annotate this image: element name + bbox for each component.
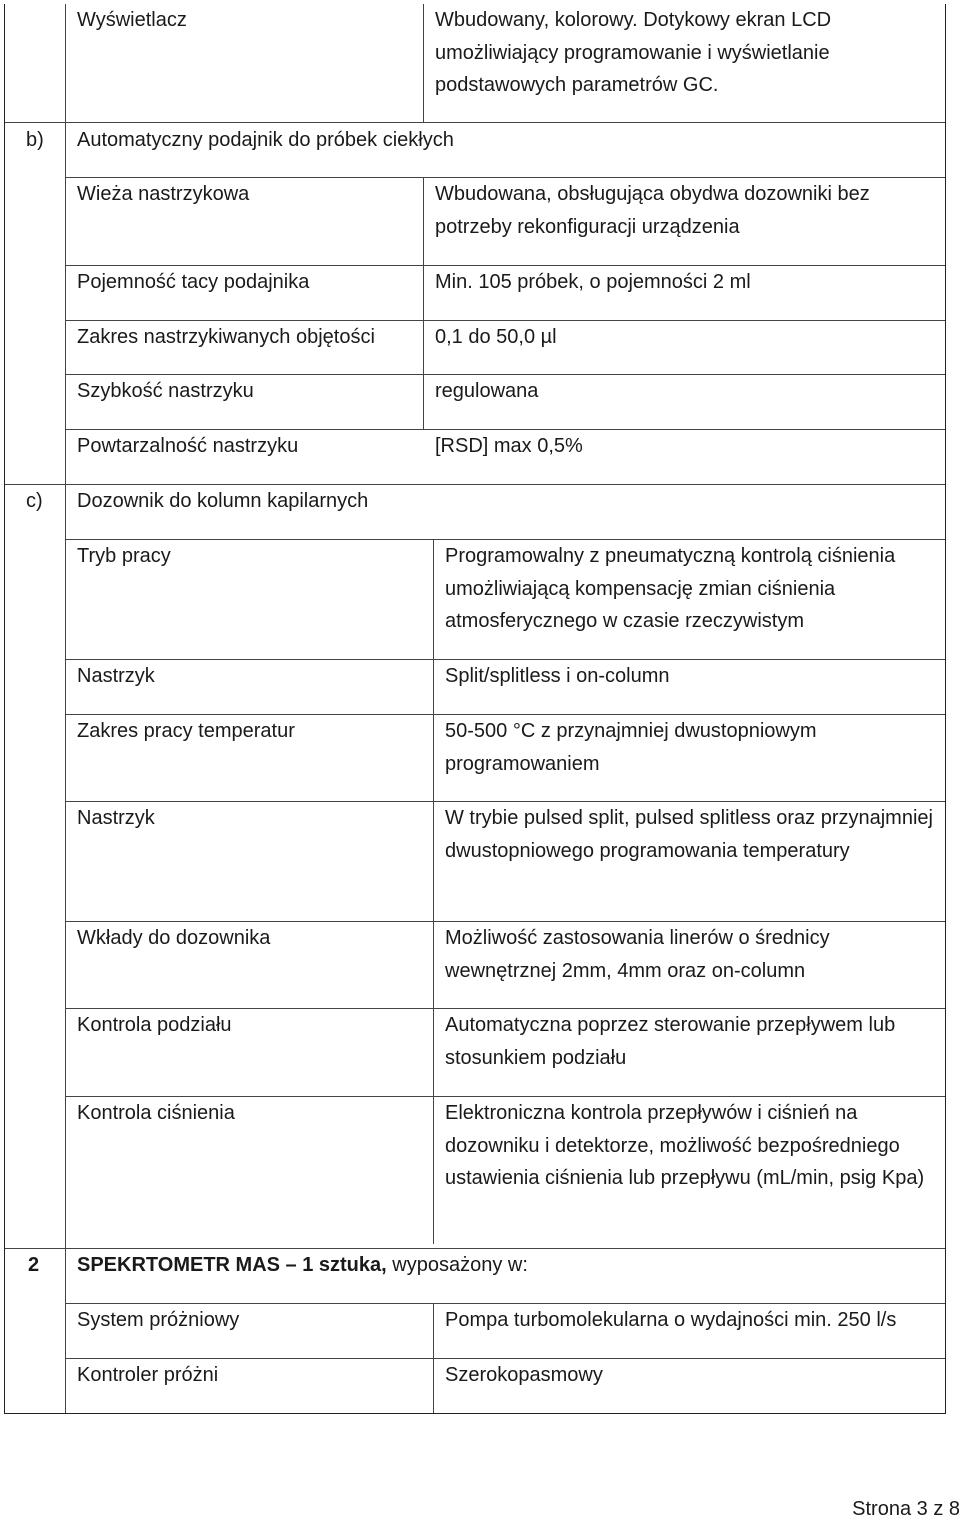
row-value: Programowalny z pneumatyczną kontrolą ciśnienia umożliwiającą kompensację zmian ciśnienia atmosferycznego w czasie rzeczywistym	[445, 545, 896, 632]
row-value: Pompa turbomolekularna o wydajności min. 250 l/s	[445, 1309, 897, 1331]
section-c-title: Dozownik do kolumn kapilarnych	[77, 490, 369, 512]
row-divider	[5, 122, 945, 123]
row-label: Kontroler próżni	[77, 1364, 219, 1386]
row-value: Możliwość zastosowania linerów o średnicy wewnętrznej 2mm, 4mm oraz on-column	[445, 927, 830, 982]
row-value: 0,1 do 50,0 µl	[435, 326, 557, 348]
row-label: Wkłady do dozownika	[77, 927, 271, 949]
row-value: Elektroniczna kontrola przepływów i ciśnień na dozowniku i detektorze, możliwość bezpośredniego ustawienia ciśnienia lub przepływu (mL/min, psig Kpa)	[445, 1102, 925, 1189]
row-value: [RSD] max 0,5%	[435, 435, 583, 457]
row-label: Tryb pracy	[77, 545, 171, 567]
row-label: Kontrola ciśnienia	[77, 1102, 235, 1124]
display-value: Wbudowany, kolorowy. Dotykowy ekran LCD umożliwiający programowanie i wyświetlanie podstawowych parametrów GC.	[435, 9, 832, 96]
display-label: Wyświetlacz	[77, 9, 187, 31]
section-2-title-rest: wyposażony w:	[386, 1254, 528, 1276]
row-value: Min. 105 próbek, o pojemności 2 ml	[435, 271, 751, 293]
row-value: Split/splitless i on-column	[445, 665, 670, 687]
row-label: Kontrola podziału	[77, 1014, 232, 1036]
row-value: regulowana	[435, 380, 539, 402]
column-divider	[423, 4, 424, 122]
row-label: Powtarzalność nastrzyku	[77, 435, 299, 457]
spec-table	[4, 4, 946, 1414]
row-value: W trybie pulsed split, pulsed splitless oraz przynajmniej dwustopniowego programowania temperatury	[445, 807, 933, 862]
row-value: Szerokopasmowy	[445, 1364, 603, 1386]
page-number: Strona 3 z 8	[852, 1498, 960, 1520]
column-divider	[423, 177, 424, 429]
section-2-title-bold: SPEKRTOMETR MAS – 1 sztuka,	[77, 1254, 387, 1276]
row-label: Nastrzyk	[77, 807, 155, 829]
section-2-title	[77, 1249, 528, 1282]
section-b-marker: b)	[26, 129, 44, 151]
row-label: Szybkość nastrzyku	[77, 380, 254, 402]
column-divider	[433, 539, 434, 1244]
row-label: Zakres nastrzykiwanych objętości	[77, 326, 375, 348]
column-divider	[65, 122, 66, 1413]
row-label: Pojemność tacy podajnika	[77, 271, 310, 293]
section-b-title: Automatyczny podajnik do próbek ciekłych	[77, 129, 454, 151]
row-label: Nastrzyk	[77, 665, 155, 687]
row-value: 50-500 °C z przynajmniej dwustopniowym programowaniem	[445, 720, 817, 775]
row-label: System próżniowy	[77, 1309, 240, 1331]
section-c-marker: c)	[26, 490, 43, 512]
row-label: Zakres pracy temperatur	[77, 720, 295, 742]
row-value: Automatyczna poprzez sterowanie przepływem lub stosunkiem podziału	[445, 1014, 896, 1069]
row-value: Wbudowana, obsługująca obydwa dozowniki bez potrzeby rekonfiguracji urządzenia	[435, 183, 870, 238]
row-label: Wieża nastrzykowa	[77, 183, 250, 205]
column-divider	[65, 4, 66, 122]
section-2-number: 2	[28, 1254, 40, 1276]
